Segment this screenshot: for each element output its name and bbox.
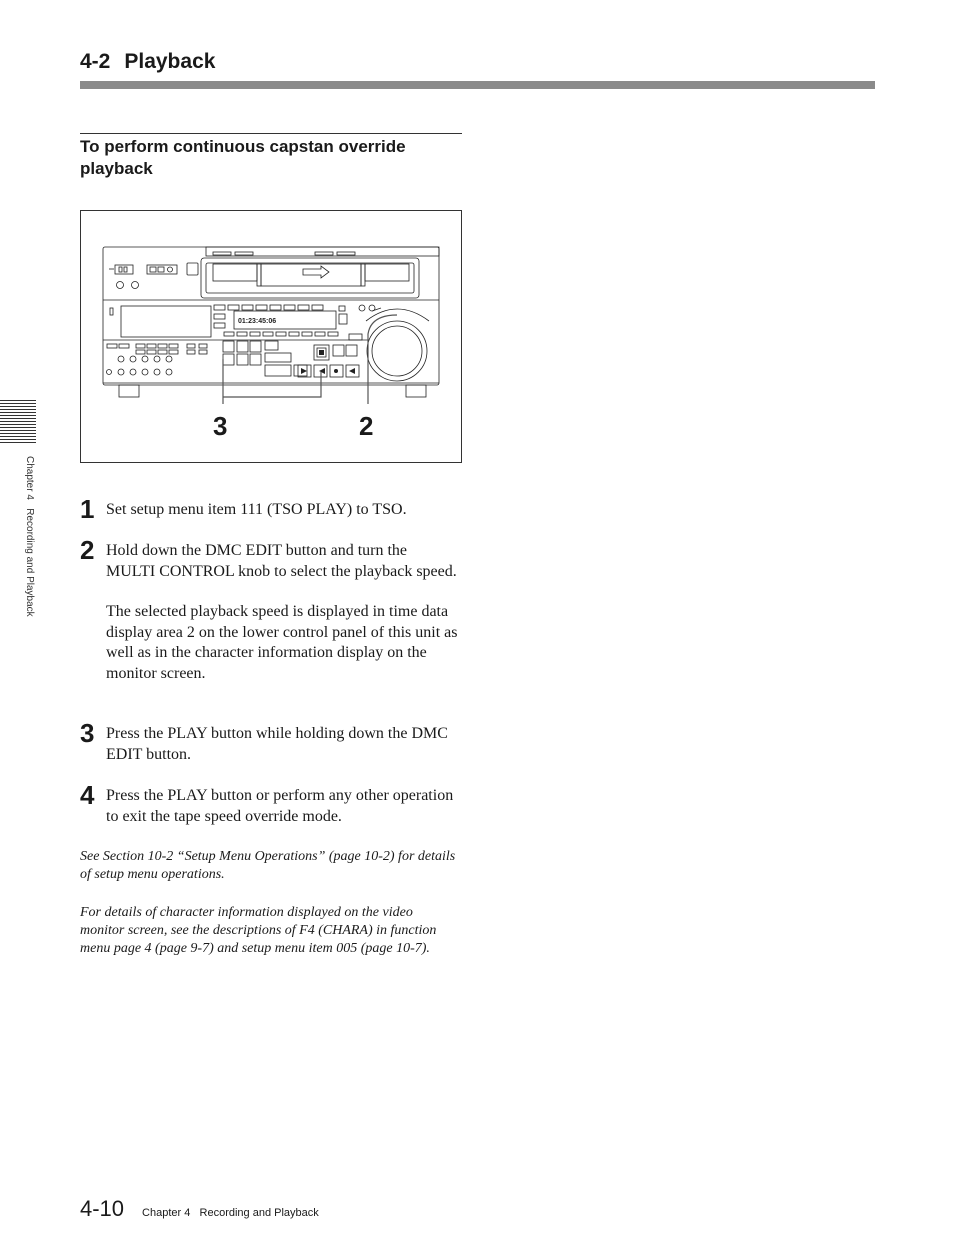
- step-text: Press the PLAY button or perform any other operation to exit the tape speed override mode.: [106, 787, 454, 825]
- footer: [80, 1196, 319, 1222]
- section-number: 4-2: [80, 50, 111, 73]
- step-number: 4: [80, 780, 95, 810]
- section-heading: [80, 50, 215, 74]
- side-chapter-label: Chapter 4 Recording and Playback: [24, 456, 35, 617]
- header-rule: [80, 81, 875, 89]
- callout-2: 2: [359, 411, 374, 441]
- page-number: 4-10: [80, 1196, 125, 1221]
- subheading: To perform continuous capstan override playback: [80, 137, 406, 178]
- time-display-readout: 01:23:45:06: [238, 318, 277, 325]
- step-4: [80, 780, 460, 827]
- vtr-front-panel-illustration: [81, 211, 461, 462]
- step-number: 2: [80, 535, 95, 565]
- subheading-rule: [80, 133, 462, 134]
- section-title: Playback: [124, 50, 216, 73]
- step-text: Press the PLAY button while holding down the DMC EDIT button.: [106, 725, 448, 763]
- step-number: 1: [80, 494, 95, 524]
- callout-3: 3: [213, 411, 228, 441]
- note-character-info: For details of character information displayed on the video monitor screen, see the descriptions of F4 (CHARA) in function menu page 4 (page 9-7) and setup menu item 005 (page 10-7).: [80, 905, 437, 956]
- step-2: [80, 535, 460, 684]
- step-3: [80, 718, 460, 765]
- step-text: Hold down the DMC EDIT button and turn the MULTI CONTROL knob to select the playback speed.: [106, 542, 457, 580]
- footer-chapter: Chapter 4 Recording and Playback: [142, 1207, 319, 1219]
- step-number: 3: [80, 718, 95, 748]
- step-1: [80, 494, 460, 524]
- device-figure: [80, 210, 462, 463]
- chapter-tab-marker: [0, 400, 36, 447]
- note-setup-menu: See Section 10-2 “Setup Menu Operations” (page 10-2) for details of setup menu operations.: [80, 849, 456, 882]
- step-text: Set setup menu item 111 (TSO PLAY) to TSO.: [106, 501, 407, 518]
- step-text-detail: The selected playback speed is displayed in time data display area 2 on the lower control panel of this unit as well as in the character information display on the monitor screen.: [106, 603, 458, 682]
